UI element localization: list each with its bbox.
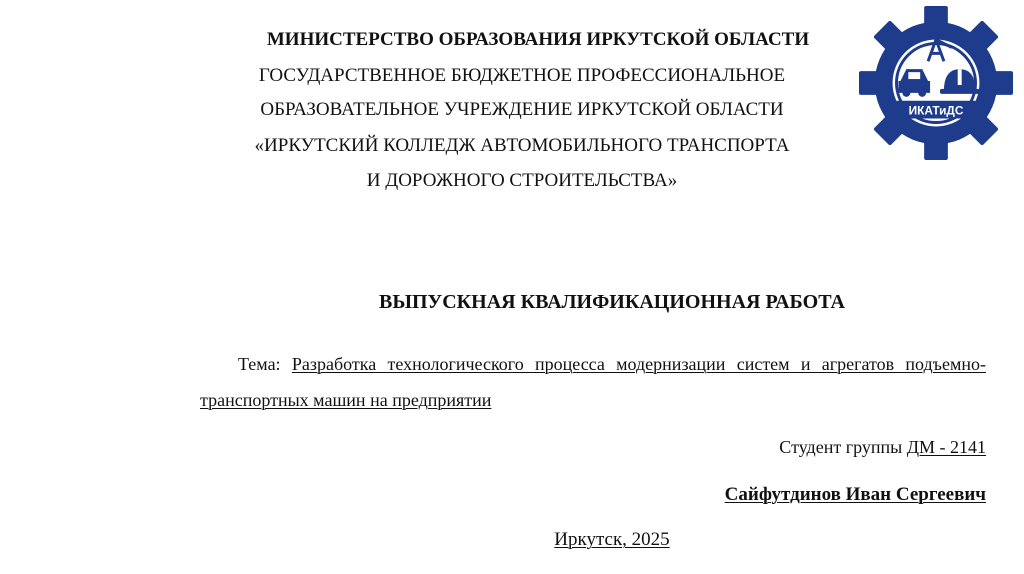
student-group-label: Студент группы bbox=[779, 437, 903, 457]
theme-text: Разработка технологического процесса модернизации систем и агрегатов подъемно-транспортных машин на предприятии bbox=[200, 354, 986, 410]
work-title: ВЫПУСКНАЯ КВАЛИФИКАЦИОННАЯ РАБОТА bbox=[379, 291, 845, 313]
org-line-2: ОБРАЗОВАТЕЛЬНОЕ УЧРЕЖДЕНИЕ ИРКУТСКОЙ ОБЛАСТИ bbox=[260, 99, 784, 120]
student-name: Сайфутдинов Иван Сергеевич bbox=[724, 484, 986, 505]
ministry-title: МИНИСТЕРСТВО ОБРАЗОВАНИЯ ИРКУТСКОЙ ОБЛАСТИ bbox=[266, 29, 810, 50]
city-year: Иркутск, 2025 bbox=[554, 529, 670, 550]
college-logo-icon bbox=[857, 4, 1015, 162]
org-line-4: И ДОРОЖНОГО СТРОИТЕЛЬСТВА» bbox=[366, 170, 678, 191]
theme-paragraph bbox=[200, 346, 986, 418]
org-line-3: «ИРКУТСКИЙ КОЛЛЕДЖ АВТОМОБИЛЬНОГО ТРАНСПОРТА bbox=[254, 135, 790, 156]
student-group-line bbox=[779, 438, 986, 456]
logo-text: ИКАТиДС bbox=[908, 103, 964, 118]
org-line-1: ГОСУДАРСТВЕННОЕ БЮДЖЕТНОЕ ПРОФЕССИОНАЛЬНОЕ bbox=[258, 65, 786, 86]
theme-label: Тема: bbox=[238, 354, 281, 374]
student-group: ДМ - 2141 bbox=[906, 437, 986, 457]
